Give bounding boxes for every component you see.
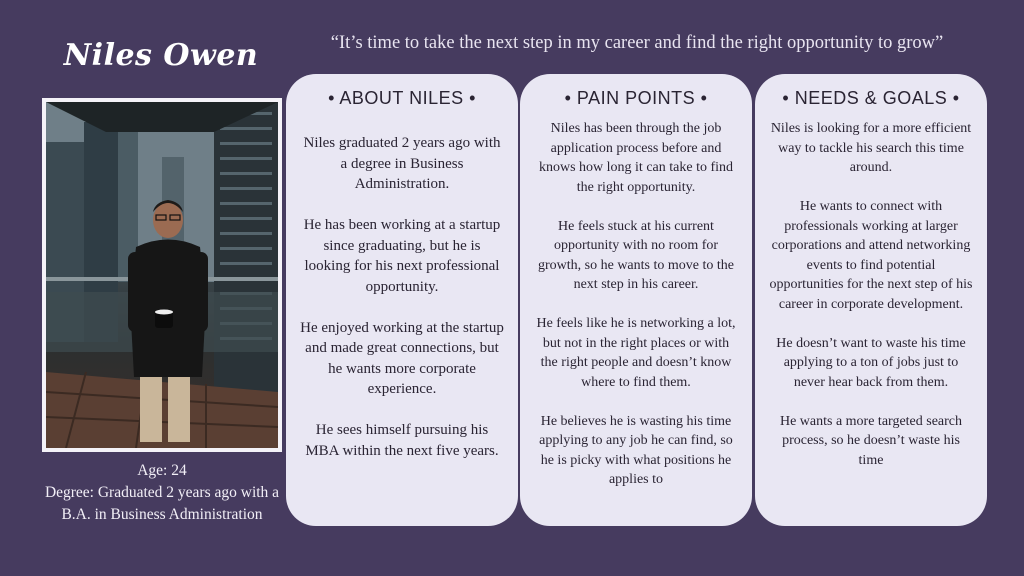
card-title: • ABOUT NILES •	[328, 88, 476, 108]
card-paragraph: He wants to connect with professionals working at larger corporations and attend networking events to find potential opportunities for the next step of his career in corporate development.	[769, 199, 973, 312]
card-about	[286, 74, 518, 526]
card-title: • PAIN POINTS •	[564, 88, 708, 108]
card-paragraph: He believes he is wasting his time applying to any job he can find, so he is picky with what positions he applies to	[539, 413, 733, 487]
photo-frame	[42, 98, 282, 452]
card-paragraph: He has been working at a startup since graduating, but he is looking for his next professional opportunity.	[303, 217, 501, 295]
card-paragraph: Niles is looking for a more efficient way to tackle his search this time around.	[770, 121, 972, 175]
card-body	[534, 119, 738, 490]
persona-age: Age: 24	[137, 462, 187, 479]
card-paragraph: He feels like he is networking a lot, but not in the right places or with the right people and doesn’t know where to find them.	[536, 316, 736, 390]
card-paragraph: Niles graduated 2 years ago with a degree in Business Administration.	[303, 135, 501, 192]
card-paragraph: He enjoyed working at the startup and made great connections, but he wants more corporate experience.	[300, 319, 504, 397]
card-pain-points	[520, 74, 752, 526]
persona-name: Niles Owen	[63, 38, 259, 73]
card-paragraph: He doesn’t want to waste his time applying to a ton of jobs just to never hear back from them.	[776, 335, 966, 390]
card-paragraph: He wants a more targeted search process, so he doesn’t waste his time	[779, 413, 963, 468]
person-photo-icon	[46, 102, 278, 448]
card-title: • NEEDS & GOALS •	[782, 88, 960, 108]
card-needs-goals	[755, 74, 987, 526]
persona-bio	[42, 460, 282, 526]
card-paragraph: He feels stuck at his current opportunity with no room for growth, so he wants to move to the next step in his career.	[538, 218, 734, 292]
card-paragraph: Niles has been through the job application process before and knows how long it can take to find the right opportunity.	[538, 121, 734, 195]
card-body	[769, 119, 973, 470]
card-body	[300, 119, 504, 461]
photo-illustration	[46, 102, 278, 448]
card-paragraph: He sees himself pursuing his MBA within the next five years.	[305, 422, 499, 459]
persona-quote: “It’s time to take the next step in my career and find the right opportunity to grow”	[330, 33, 944, 53]
persona-degree: Degree: Graduated 2 years ago with a B.A. in Business Administration	[44, 484, 280, 523]
